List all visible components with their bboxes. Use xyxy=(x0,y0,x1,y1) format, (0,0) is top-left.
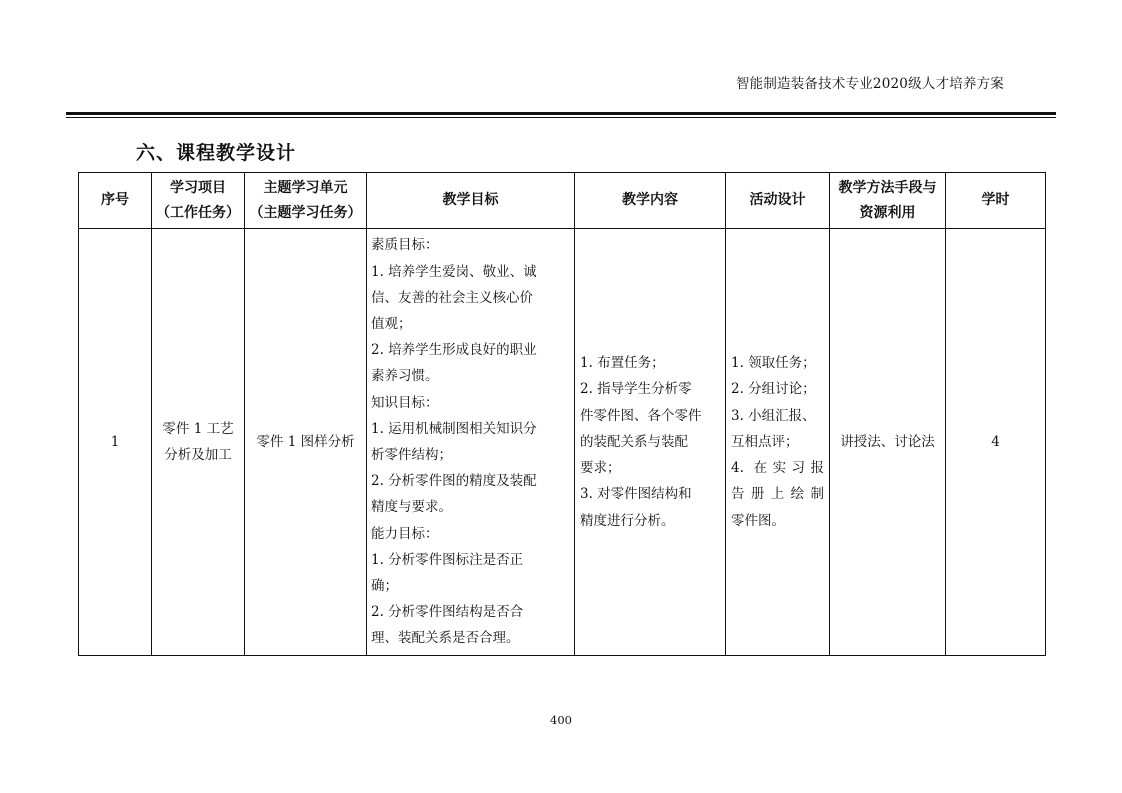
header-rule-thick xyxy=(66,112,1056,115)
goal-line: 精度与要求。 xyxy=(371,499,452,516)
cell-index: 1 xyxy=(79,229,152,656)
document-header-title: 智能制造装备技术专业2020级人才培养方案 xyxy=(735,76,1004,92)
content-line: 的装配关系与装配 xyxy=(580,433,688,450)
page-number: 400 xyxy=(550,713,572,727)
goal-line: 2. 培养学生形成良好的职业 xyxy=(371,342,537,359)
cell-unit: 零件 1 图样分析 xyxy=(245,229,367,656)
course-design-table xyxy=(78,172,1046,656)
activity-line: 3. 小组汇报、 xyxy=(731,407,816,424)
header-activities: 活动设计 xyxy=(726,173,830,229)
activity-line: 1. 领取任务； xyxy=(731,355,816,372)
header-content: 教学内容 xyxy=(575,173,726,229)
goal-line: 1. 运用机械制图相关知识分 xyxy=(371,420,537,437)
header-rule-thin xyxy=(66,117,1056,118)
goal-line: 能力目标： xyxy=(371,525,439,542)
goal-line: 1. 分析零件图标注是否正 xyxy=(371,551,524,568)
activity-line: 4. 在实习报 xyxy=(731,460,824,477)
goal-line: 知识目标： xyxy=(371,394,439,411)
goal-line: 素养习惯。 xyxy=(371,368,439,385)
section-title: 六、课程教学设计 xyxy=(136,142,297,164)
header-project: 学习项目 （工作任务） xyxy=(152,173,245,229)
header-goals: 教学目标 xyxy=(367,173,575,229)
header-methods: 教学方法手段与 资源利用 xyxy=(830,173,946,229)
activity-line: 2. 分组讨论； xyxy=(731,381,816,398)
activity-line: 零件图。 xyxy=(731,512,785,529)
cell-content xyxy=(575,229,726,656)
goal-line: 素质目标： xyxy=(371,237,439,254)
cell-activities xyxy=(726,229,830,656)
cell-goals xyxy=(367,229,575,656)
content-line: 要求； xyxy=(580,460,621,477)
cell-methods: 讲授法、讨论法 xyxy=(830,229,946,656)
activity-line: 告册上绘制 xyxy=(731,486,824,503)
goal-line: 理、装配关系是否合理。 xyxy=(371,630,520,647)
header-unit: 主题学习单元 （主题学习任务） xyxy=(245,173,367,229)
goal-line: 2. 分析零件图结构是否合 xyxy=(371,604,524,621)
content-line: 2. 指导学生分析零 xyxy=(580,381,692,398)
header-index: 序号 xyxy=(79,173,152,229)
content-line: 1. 布置任务； xyxy=(580,355,665,372)
table-header-row xyxy=(79,173,1046,229)
goal-line: 1. 培养学生爱岗、敬业、诚 xyxy=(371,263,537,280)
activity-line: 互相点评； xyxy=(731,433,799,450)
cell-hours: 4 xyxy=(946,229,1046,656)
table-row xyxy=(79,229,1046,656)
content-line: 3. 对零件图结构和 xyxy=(580,486,692,503)
content-line: 精度进行分析。 xyxy=(580,512,675,529)
goal-line: 确； xyxy=(371,578,398,595)
goal-line: 2. 分析零件图的精度及装配 xyxy=(371,473,537,490)
goal-line: 值观； xyxy=(371,315,412,332)
header-hours: 学时 xyxy=(946,173,1046,229)
goal-line: 析零件结构； xyxy=(371,447,452,463)
content-line: 件零件图、各个零件 xyxy=(580,407,702,424)
cell-project: 零件 1 工艺 分析及加工 xyxy=(152,229,245,656)
goal-line: 信、友善的社会主义核心价 xyxy=(371,289,533,306)
